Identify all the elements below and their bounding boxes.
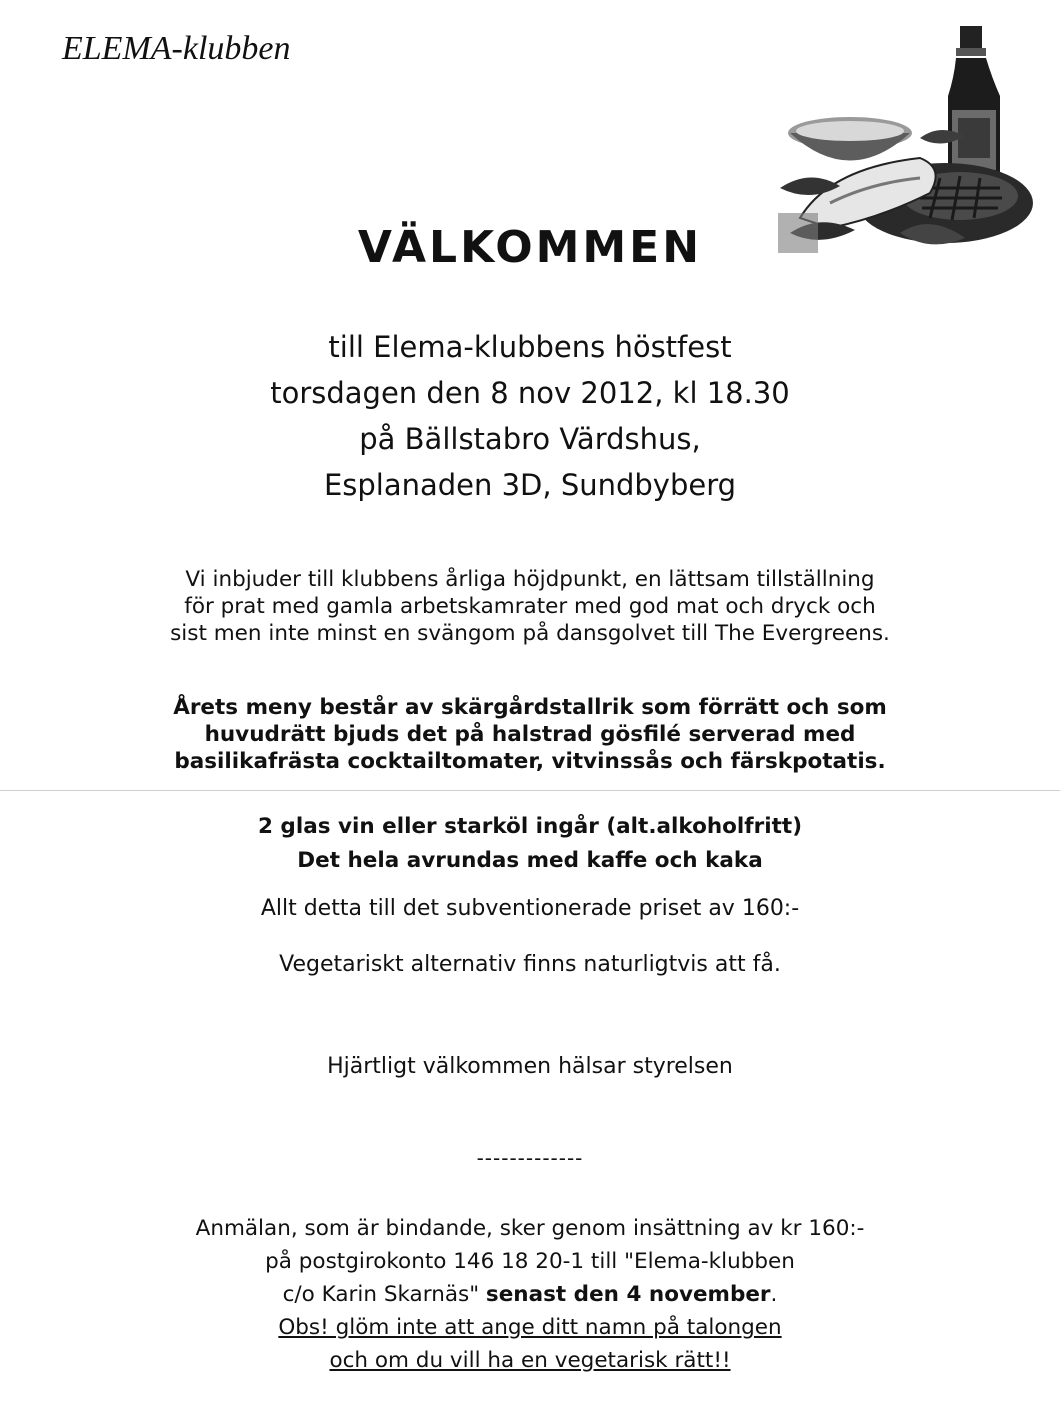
- vegetarian-line: Vegetariskt alternativ finns naturligtvis att få.: [279, 952, 781, 977]
- intro-line: för prat med gamla arbetskamrater med god mat och dryck och: [184, 594, 876, 619]
- signup-period: .: [770, 1282, 778, 1307]
- event-date: torsdagen den 8 nov 2012, kl 18.30: [270, 376, 790, 410]
- event-venue: på Bällstabro Värdshus,: [359, 422, 701, 456]
- signup-recipient: c/o Karin Skarnäs": [282, 1282, 486, 1307]
- intro-line: sist men inte minst en svängom på dansgolvet till The Evergreens.: [170, 621, 890, 646]
- divider: -------------: [476, 1146, 584, 1170]
- signup-line: på postgirokonto 146 18 20-1 till "Elema-klubben: [265, 1249, 795, 1274]
- event-line: till Elema-klubbens höstfest: [328, 330, 732, 364]
- signup-note: och om du vill ha en vegetarisk rätt!!: [329, 1348, 731, 1373]
- greeting-line: Hjärtligt välkommen hälsar styrelsen: [327, 1054, 733, 1079]
- signup-line: Anmälan, som är bindande, sker genom insättning av kr 160:-: [195, 1216, 865, 1241]
- signup-note: Obs! glöm inte att ange ditt namn på talongen: [278, 1315, 782, 1340]
- signup-paragraph: [0, 1212, 1060, 1377]
- intro-paragraph: [0, 566, 1060, 647]
- price-line: Allt detta till det subventionerade priset av 160:-: [260, 896, 800, 921]
- signup-line: [0, 1278, 1060, 1311]
- club-name: ELEMA-klubben: [62, 30, 291, 67]
- menu-line: huvudrätt bjuds det på halstrad gösfilé serverad med: [204, 722, 856, 747]
- event-address: Esplanaden 3D, Sundbyberg: [323, 468, 737, 502]
- menu-paragraph: [0, 694, 1060, 775]
- welcome-heading: VÄLKOMMEN: [357, 222, 703, 273]
- intro-line: Vi inbjuder till klubbens årliga höjdpunkt, en lättsam tillställning: [185, 567, 875, 592]
- menu-line: Årets meny består av skärgårdstallrik som förrätt och som: [173, 695, 887, 720]
- drinks-paragraph: [0, 810, 1060, 878]
- signup-deadline: senast den 4 november: [485, 1282, 771, 1307]
- event-details: [0, 324, 1060, 508]
- menu-line: basilikafrästa cocktailtomater, vitvinssås och färskpotatis.: [174, 749, 886, 774]
- dessert-line: Det hela avrundas med kaffe och kaka: [297, 848, 763, 873]
- drinks-line: 2 glas vin eller starköl ingår (alt.alkoholfritt): [257, 814, 803, 839]
- fold-line: [0, 790, 1060, 791]
